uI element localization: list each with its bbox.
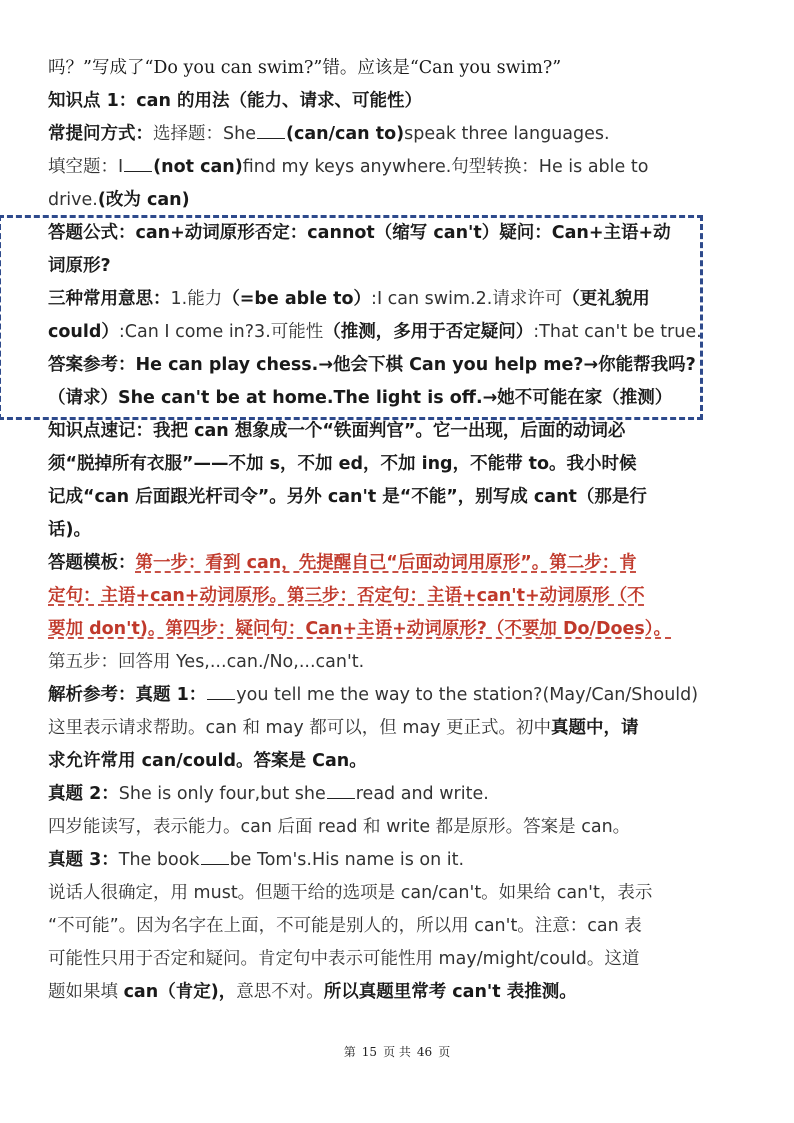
text-segment: 答题公式：can+动词原形否定：cannot（缩写 can't）疑问：Can+主语+动 — [48, 223, 671, 243]
text-segment: 三种常用意思： — [48, 289, 171, 309]
text-segment: 意思不对。 — [236, 982, 324, 1002]
text-segment: She is only four,but she — [118, 784, 326, 804]
answer-blank — [201, 863, 229, 865]
text-segment: The book — [118, 850, 200, 870]
text-segment: 答题模板： — [48, 553, 136, 573]
text-segment: :Can I come in?3.可能性 — [118, 322, 324, 342]
text-line — [48, 184, 748, 217]
footer-suffix: 页 — [438, 1045, 451, 1059]
text-segment: :I can swim.2.请求许可 — [371, 289, 563, 309]
text-line — [48, 778, 748, 811]
footer-prefix: 第 — [343, 1045, 356, 1059]
answer-blank — [207, 698, 235, 700]
text-line — [48, 316, 748, 349]
text-segment: （推测，多用于否定疑问） — [323, 322, 534, 342]
text-segment: 真题中，请 — [551, 718, 639, 738]
text-line — [48, 712, 748, 745]
text-segment: 记成“can 后面跟光杆司令”。另外 can't 是“不能”，别写成 cant（那是行 — [48, 487, 647, 507]
text-line — [48, 151, 748, 184]
text-line — [48, 943, 748, 976]
text-line — [48, 514, 748, 547]
text-segment: 答案参考：He can play chess.→他会下棋 Can you help me?→你能帮我吗? — [48, 355, 696, 375]
text-line — [48, 250, 748, 283]
text-segment: be Tom's.His name is on it. — [229, 850, 465, 870]
text-line — [48, 910, 748, 943]
text-line — [48, 217, 748, 250]
text-segment: 常提问方式： — [48, 124, 153, 144]
text-segment: 知识点速记：我把 can 想象成一个“铁面判官”。它一出现，后面的动词必 — [48, 421, 626, 441]
footer-total-pages: 46 — [416, 1045, 433, 1059]
footer-page-number: 15 — [361, 1045, 378, 1059]
text-line — [48, 547, 748, 580]
text-segment: 填空题：I — [48, 157, 124, 177]
text-segment: （=be able to） — [222, 289, 372, 309]
text-segment: :That can't be true. — [533, 322, 702, 342]
text-line — [48, 448, 748, 481]
text-segment: drive. — [48, 190, 98, 210]
text-segment: 所以真题里常考 can't 表推测。 — [323, 982, 577, 1002]
text-segment: you tell me the way to the station?(May/Can/Should) — [236, 685, 699, 705]
text-line — [48, 382, 748, 415]
text-segment: （更礼貌用 — [562, 289, 650, 309]
text-segment: 吗？”写成了“Do you can swim?”错。应该是“Can you swim?” — [48, 58, 562, 78]
text-segment: 选择题：She — [153, 124, 256, 144]
text-segment: 四岁能读写，表示能力。can 后面 read 和 write 都是原形。答案是 can。 — [48, 817, 631, 837]
text-segment: 定句：主语+can+动词原形。第三步：否定句：主语+can't+动词原形（不 — [48, 586, 645, 606]
text-segment: speak three languages. — [404, 124, 610, 144]
text-line — [48, 52, 748, 85]
text-line — [48, 481, 748, 514]
text-line — [48, 349, 748, 382]
text-segment: 词原形? — [48, 256, 111, 276]
text-segment: 真题 2： — [48, 784, 119, 804]
text-segment: could） — [48, 322, 119, 342]
text-line — [48, 283, 748, 316]
text-line — [48, 613, 748, 646]
text-segment: 说话人很确定，用 must。但题干给的选项是 can/can't。如果给 can't，表示 — [48, 883, 653, 903]
text-segment: 解析参考：真题 1： — [48, 685, 207, 705]
text-segment: 这里表示请求帮助。can 和 may 都可以，但 may 更正式。初中 — [48, 718, 552, 738]
text-line — [48, 976, 748, 1009]
text-line — [48, 877, 748, 910]
footer-mid: 页 共 — [383, 1045, 411, 1059]
text-segment: 要加 don't)。第四步：疑问句：Can+主语+动词原形?（不要加 Do/Does）。 — [48, 619, 672, 639]
text-segment: 第五步：回答用 Yes,...can./No,...can't. — [48, 652, 365, 672]
answer-blank — [327, 797, 355, 799]
text-segment: 真题 3： — [48, 850, 119, 870]
text-line — [48, 118, 748, 151]
answer-blank — [257, 137, 285, 139]
text-segment: 话)。 — [48, 520, 91, 540]
text-line — [48, 646, 748, 679]
document-body — [48, 52, 748, 1009]
text-segment: 第一步：看到 can，先提醒自己“后面动词用原形”。第二步：肯 — [135, 553, 637, 573]
text-segment: 1.能力 — [170, 289, 223, 309]
text-line — [48, 811, 748, 844]
text-segment: (not can) — [153, 157, 243, 177]
text-line — [48, 844, 748, 877]
text-segment: 须“脱掉所有衣服”——不加 s，不加 ed，不加 ing，不能带 to。我小时候 — [48, 454, 637, 474]
text-segment: can（肯定)， — [123, 982, 237, 1002]
text-line — [48, 679, 748, 712]
text-segment: read and write. — [355, 784, 489, 804]
text-line — [48, 85, 748, 118]
text-segment: 题如果填 — [48, 982, 124, 1002]
text-line — [48, 415, 748, 448]
text-segment: find my keys anywhere.句型转换：He is able to — [242, 157, 649, 177]
text-segment: 知识点 1：can 的用法（能力、请求、可能性） — [48, 91, 423, 111]
text-line — [48, 745, 748, 778]
text-line — [48, 580, 748, 613]
answer-blank — [124, 170, 152, 172]
page-footer — [0, 1043, 794, 1060]
text-segment: (改为 can) — [97, 190, 190, 210]
text-segment: (can/can to) — [285, 124, 405, 144]
text-segment: “不可能”。因为名字在上面，不可能是别人的，所以用 can't。注意：can 表 — [48, 916, 642, 936]
text-segment: （请求）She can't be at home.The light is off.→她不可能在家（推测） — [48, 388, 673, 408]
text-segment: 可能性只用于否定和疑问。肯定句中表示可能性用 may/might/could。这道 — [48, 949, 640, 969]
text-segment: 求允许常用 can/could。答案是 Can。 — [48, 751, 367, 771]
